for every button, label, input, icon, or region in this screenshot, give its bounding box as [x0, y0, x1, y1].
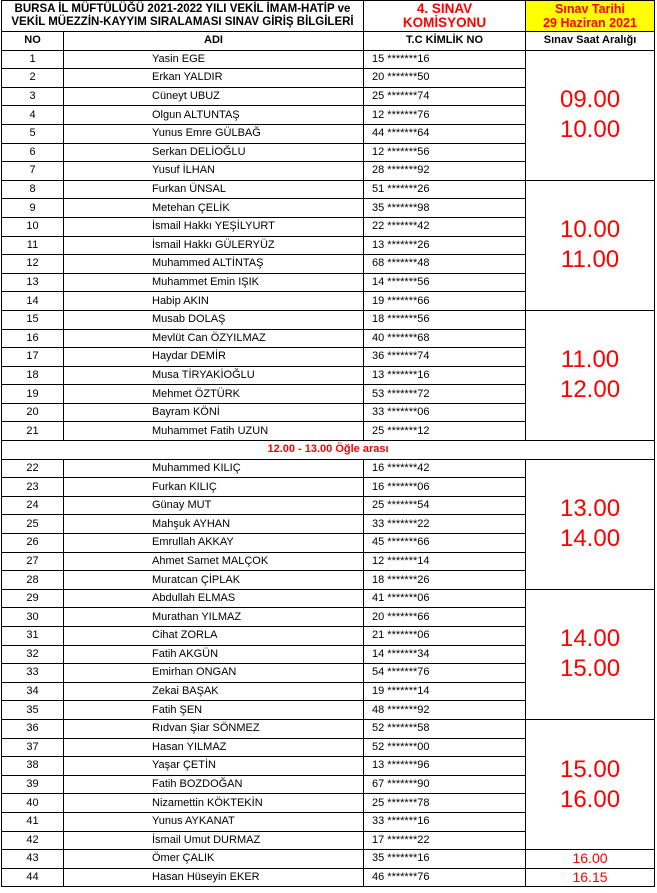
table-row [2, 310, 655, 329]
time-slot-start: 15.00 [559, 755, 621, 783]
row-number: 36 [2, 719, 64, 738]
tc-id-number: 33 *******16 [364, 812, 526, 831]
tc-id-number: 40 *******68 [364, 329, 526, 348]
candidate-name: İsmail Hakkı YEŞİLYURT [64, 217, 364, 236]
time-slot-start: 11.00 [560, 346, 620, 374]
candidate-name: İsmail Umut DURMAZ [64, 831, 364, 850]
row-number: 5 [2, 124, 64, 143]
time-slot [526, 719, 655, 849]
candidate-name: Mahşuk AYHAN [64, 515, 364, 534]
row-number: 15 [2, 310, 64, 329]
candidate-name: Rıdvan Şiar SÖNMEZ [64, 719, 364, 738]
tc-id-number: 45 *******66 [364, 534, 526, 553]
candidate-name: Mehmet ÖZTÜRK [64, 385, 364, 404]
candidate-name: Abdullah ELMAS [64, 589, 364, 608]
candidate-name: Erkan YALDIR [64, 69, 364, 88]
lunch-break-label: 12.00 - 13.00 Öğle arası [2, 441, 655, 460]
row-number: 41 [2, 812, 64, 831]
row-number: 22 [2, 459, 64, 478]
candidate-name: Yusuf İLHAN [64, 162, 364, 181]
candidate-name: Nizamettin KÖKTEKİN [64, 794, 364, 813]
tc-id-number: 14 *******56 [364, 273, 526, 292]
tc-id-number: 25 *******74 [364, 87, 526, 106]
row-number: 40 [2, 794, 64, 813]
tc-id-number: 52 *******00 [364, 738, 526, 757]
row-number: 35 [2, 701, 64, 720]
time-slot-end: 15.00 [559, 655, 621, 683]
tc-id-number: 54 *******76 [364, 664, 526, 683]
document-title [2, 1, 364, 32]
column-header-name: ADI [64, 32, 364, 51]
tc-id-number: 48 *******92 [364, 701, 526, 720]
candidate-name: Yaşar ÇETİN [64, 757, 364, 776]
row-number: 43 [2, 850, 64, 869]
tc-id-number: 35 *******98 [364, 199, 526, 218]
row-number: 1 [2, 50, 64, 69]
tc-id-number: 36 *******74 [364, 348, 526, 367]
candidate-name: Cüneyt UBUZ [64, 87, 364, 106]
tc-id-number: 25 *******78 [364, 794, 526, 813]
time-slot-start: 16.15 [572, 869, 608, 886]
row-number: 32 [2, 645, 64, 664]
time-slot-start: 14.00 [559, 625, 621, 653]
row-number: 27 [2, 552, 64, 571]
row-number: 16 [2, 329, 64, 348]
title-line-1: BURSA İL MÜFTÜLÜĞÜ 2021-2022 YILI VEKİL İMAM-HATİP ve [14, 3, 351, 15]
row-number: 8 [2, 180, 64, 199]
row-number: 37 [2, 738, 64, 757]
row-number: 9 [2, 199, 64, 218]
candidate-name: Habip AKIN [64, 292, 364, 311]
table-row [2, 868, 655, 887]
exam-date-value: 29 Haziran 2021 [543, 16, 637, 30]
time-slot [526, 850, 655, 869]
row-number: 18 [2, 366, 64, 385]
candidate-name: Ahmet Samet MALÇOK [64, 552, 364, 571]
tc-id-number: 16 *******42 [364, 459, 526, 478]
tc-id-number: 18 *******56 [364, 310, 526, 329]
row-number: 2 [2, 69, 64, 88]
candidate-name: Musab DOLAŞ [64, 310, 364, 329]
tc-id-number: 13 *******96 [364, 757, 526, 776]
tc-id-number: 52 *******58 [364, 719, 526, 738]
time-slot-end: 16.00 [559, 785, 621, 813]
row-number: 31 [2, 627, 64, 646]
table-row [2, 589, 655, 608]
time-slot-end: 10.00 [559, 116, 621, 144]
candidate-name: Muhammed KILIÇ [64, 459, 364, 478]
candidate-name: Zekai BAŞAK [64, 682, 364, 701]
row-number: 10 [2, 217, 64, 236]
commission-label [364, 1, 526, 32]
candidate-name: Cihat ZORLA [64, 627, 364, 646]
time-slot [526, 50, 655, 180]
candidate-name: Furkan ÜNSAL [64, 180, 364, 199]
row-number: 26 [2, 534, 64, 553]
tc-id-number: 28 *******92 [364, 162, 526, 181]
tc-id-number: 13 *******16 [364, 366, 526, 385]
row-number: 3 [2, 87, 64, 106]
lunch-break-row [2, 441, 655, 460]
tc-id-number: 12 *******56 [364, 143, 526, 162]
tc-id-number: 22 *******42 [364, 217, 526, 236]
row-number: 20 [2, 403, 64, 422]
column-header-tc: T.C KİMLİK NO [364, 32, 526, 51]
candidate-name: Yasin EGE [64, 50, 364, 69]
row-number: 21 [2, 422, 64, 441]
candidate-name: Hasan YILMAZ [64, 738, 364, 757]
row-number: 13 [2, 273, 64, 292]
commission-line-1: 4. SINAV [416, 1, 473, 16]
row-number: 25 [2, 515, 64, 534]
row-number: 33 [2, 664, 64, 683]
row-number: 39 [2, 775, 64, 794]
tc-id-number: 51 *******26 [364, 180, 526, 199]
row-number: 19 [2, 385, 64, 404]
candidate-name: Hasan Hüseyin EKER [64, 868, 364, 887]
tc-id-number: 25 *******12 [364, 422, 526, 441]
time-slot [526, 868, 655, 887]
table-row [2, 459, 655, 478]
tc-id-number: 21 *******06 [364, 627, 526, 646]
candidate-name: Muhammet Fatih UZUN [64, 422, 364, 441]
candidate-name: Fatih AKGÜN [64, 645, 364, 664]
tc-id-number: 19 *******14 [364, 682, 526, 701]
candidate-name: Ömer ÇALIK [64, 850, 364, 869]
table-row [2, 50, 655, 69]
time-slot [526, 310, 655, 440]
tc-id-number: 44 *******64 [364, 124, 526, 143]
tc-id-number: 12 *******76 [364, 106, 526, 125]
tc-id-number: 19 *******66 [364, 292, 526, 311]
candidate-name: Serkan DELİOĞLU [64, 143, 364, 162]
candidate-name: İsmail Hakkı GÜLERYÜZ [64, 236, 364, 255]
time-slot [526, 180, 655, 310]
row-number: 17 [2, 348, 64, 367]
candidate-name: Yunus AYKANAT [64, 812, 364, 831]
candidate-name: Olgun ALTUNTAŞ [64, 106, 364, 125]
tc-id-number: 15 *******16 [364, 50, 526, 69]
row-number: 6 [2, 143, 64, 162]
row-number: 30 [2, 608, 64, 627]
row-number: 4 [2, 106, 64, 125]
tc-id-number: 46 *******76 [364, 868, 526, 887]
candidate-name: Fatih ŞEN [64, 701, 364, 720]
column-header-no: NO [2, 32, 64, 51]
candidate-name: Yunus Emre GÜLBAĞ [64, 124, 364, 143]
exam-date [526, 1, 655, 32]
table-row [2, 719, 655, 738]
candidate-name: Muhammed ALTİNTAŞ [64, 255, 364, 274]
time-slot-end: 11.00 [560, 246, 620, 274]
time-slot-start: 13.00 [559, 495, 621, 523]
exam-date-label: Sınav Tarihi [555, 2, 625, 16]
title-line-2: VEKİL MÜEZZİN-KAYYIM SIRALAMASI SINAV GİRİŞ BİLGİLERİ [11, 16, 354, 28]
tc-id-number: 35 *******16 [364, 850, 526, 869]
tc-id-number: 12 *******14 [364, 552, 526, 571]
tc-id-number: 20 *******50 [364, 69, 526, 88]
candidate-name: Fatih BOZDOĞAN [64, 775, 364, 794]
table-row [2, 850, 655, 869]
row-number: 12 [2, 255, 64, 274]
candidate-name: Furkan KILIÇ [64, 478, 364, 497]
commission-line-2: KOMİSYONU [402, 15, 487, 30]
table-row [2, 180, 655, 199]
tc-id-number: 17 *******22 [364, 831, 526, 850]
tc-id-number: 67 *******90 [364, 775, 526, 794]
row-number: 7 [2, 162, 64, 181]
tc-id-number: 20 *******66 [364, 608, 526, 627]
tc-id-number: 33 *******06 [364, 403, 526, 422]
time-slot [526, 459, 655, 589]
time-slot-end: 14.00 [559, 525, 621, 553]
tc-id-number: 13 *******26 [364, 236, 526, 255]
candidate-name: Emrullah AKKAY [64, 534, 364, 553]
row-number: 28 [2, 571, 64, 590]
row-number: 11 [2, 236, 64, 255]
row-number: 29 [2, 589, 64, 608]
row-number: 34 [2, 682, 64, 701]
candidate-name: Günay MUT [64, 496, 364, 515]
row-number: 38 [2, 757, 64, 776]
row-number: 24 [2, 496, 64, 515]
column-header-time: Sınav Saat Aralığı [526, 32, 655, 51]
candidate-name: Murathan YILMAZ [64, 608, 364, 627]
candidate-name: Emirhan ONGAN [64, 664, 364, 683]
tc-id-number: 68 *******48 [364, 255, 526, 274]
tc-id-number: 33 *******22 [364, 515, 526, 534]
candidate-name: Mevlüt Can ÖZYILMAZ [64, 329, 364, 348]
candidate-name: Bayram KÖNİ [64, 403, 364, 422]
time-slot [526, 589, 655, 719]
tc-id-number: 41 *******06 [364, 589, 526, 608]
time-slot-start: 16.00 [572, 850, 608, 867]
exam-schedule-table [1, 0, 655, 887]
candidate-name: Haydar DEMİR [64, 348, 364, 367]
tc-id-number: 16 *******06 [364, 478, 526, 497]
tc-id-number: 25 *******54 [364, 496, 526, 515]
row-number: 42 [2, 831, 64, 850]
time-slot-start: 10.00 [559, 216, 621, 244]
tc-id-number: 14 *******34 [364, 645, 526, 664]
candidate-name: Muhammet Emin IŞIK [64, 273, 364, 292]
candidate-name: Musa TİRYAKİOĞLU [64, 366, 364, 385]
tc-id-number: 53 *******72 [364, 385, 526, 404]
row-number: 14 [2, 292, 64, 311]
tc-id-number: 18 *******26 [364, 571, 526, 590]
time-slot-start: 09.00 [559, 86, 621, 114]
row-number: 44 [2, 868, 64, 887]
time-slot-end: 12.00 [559, 376, 621, 404]
row-number: 23 [2, 478, 64, 497]
column-header-row [2, 32, 655, 51]
title-row [2, 1, 655, 32]
candidate-name: Muratcan ÇİPLAK [64, 571, 364, 590]
candidate-name: Metehan ÇELİK [64, 199, 364, 218]
